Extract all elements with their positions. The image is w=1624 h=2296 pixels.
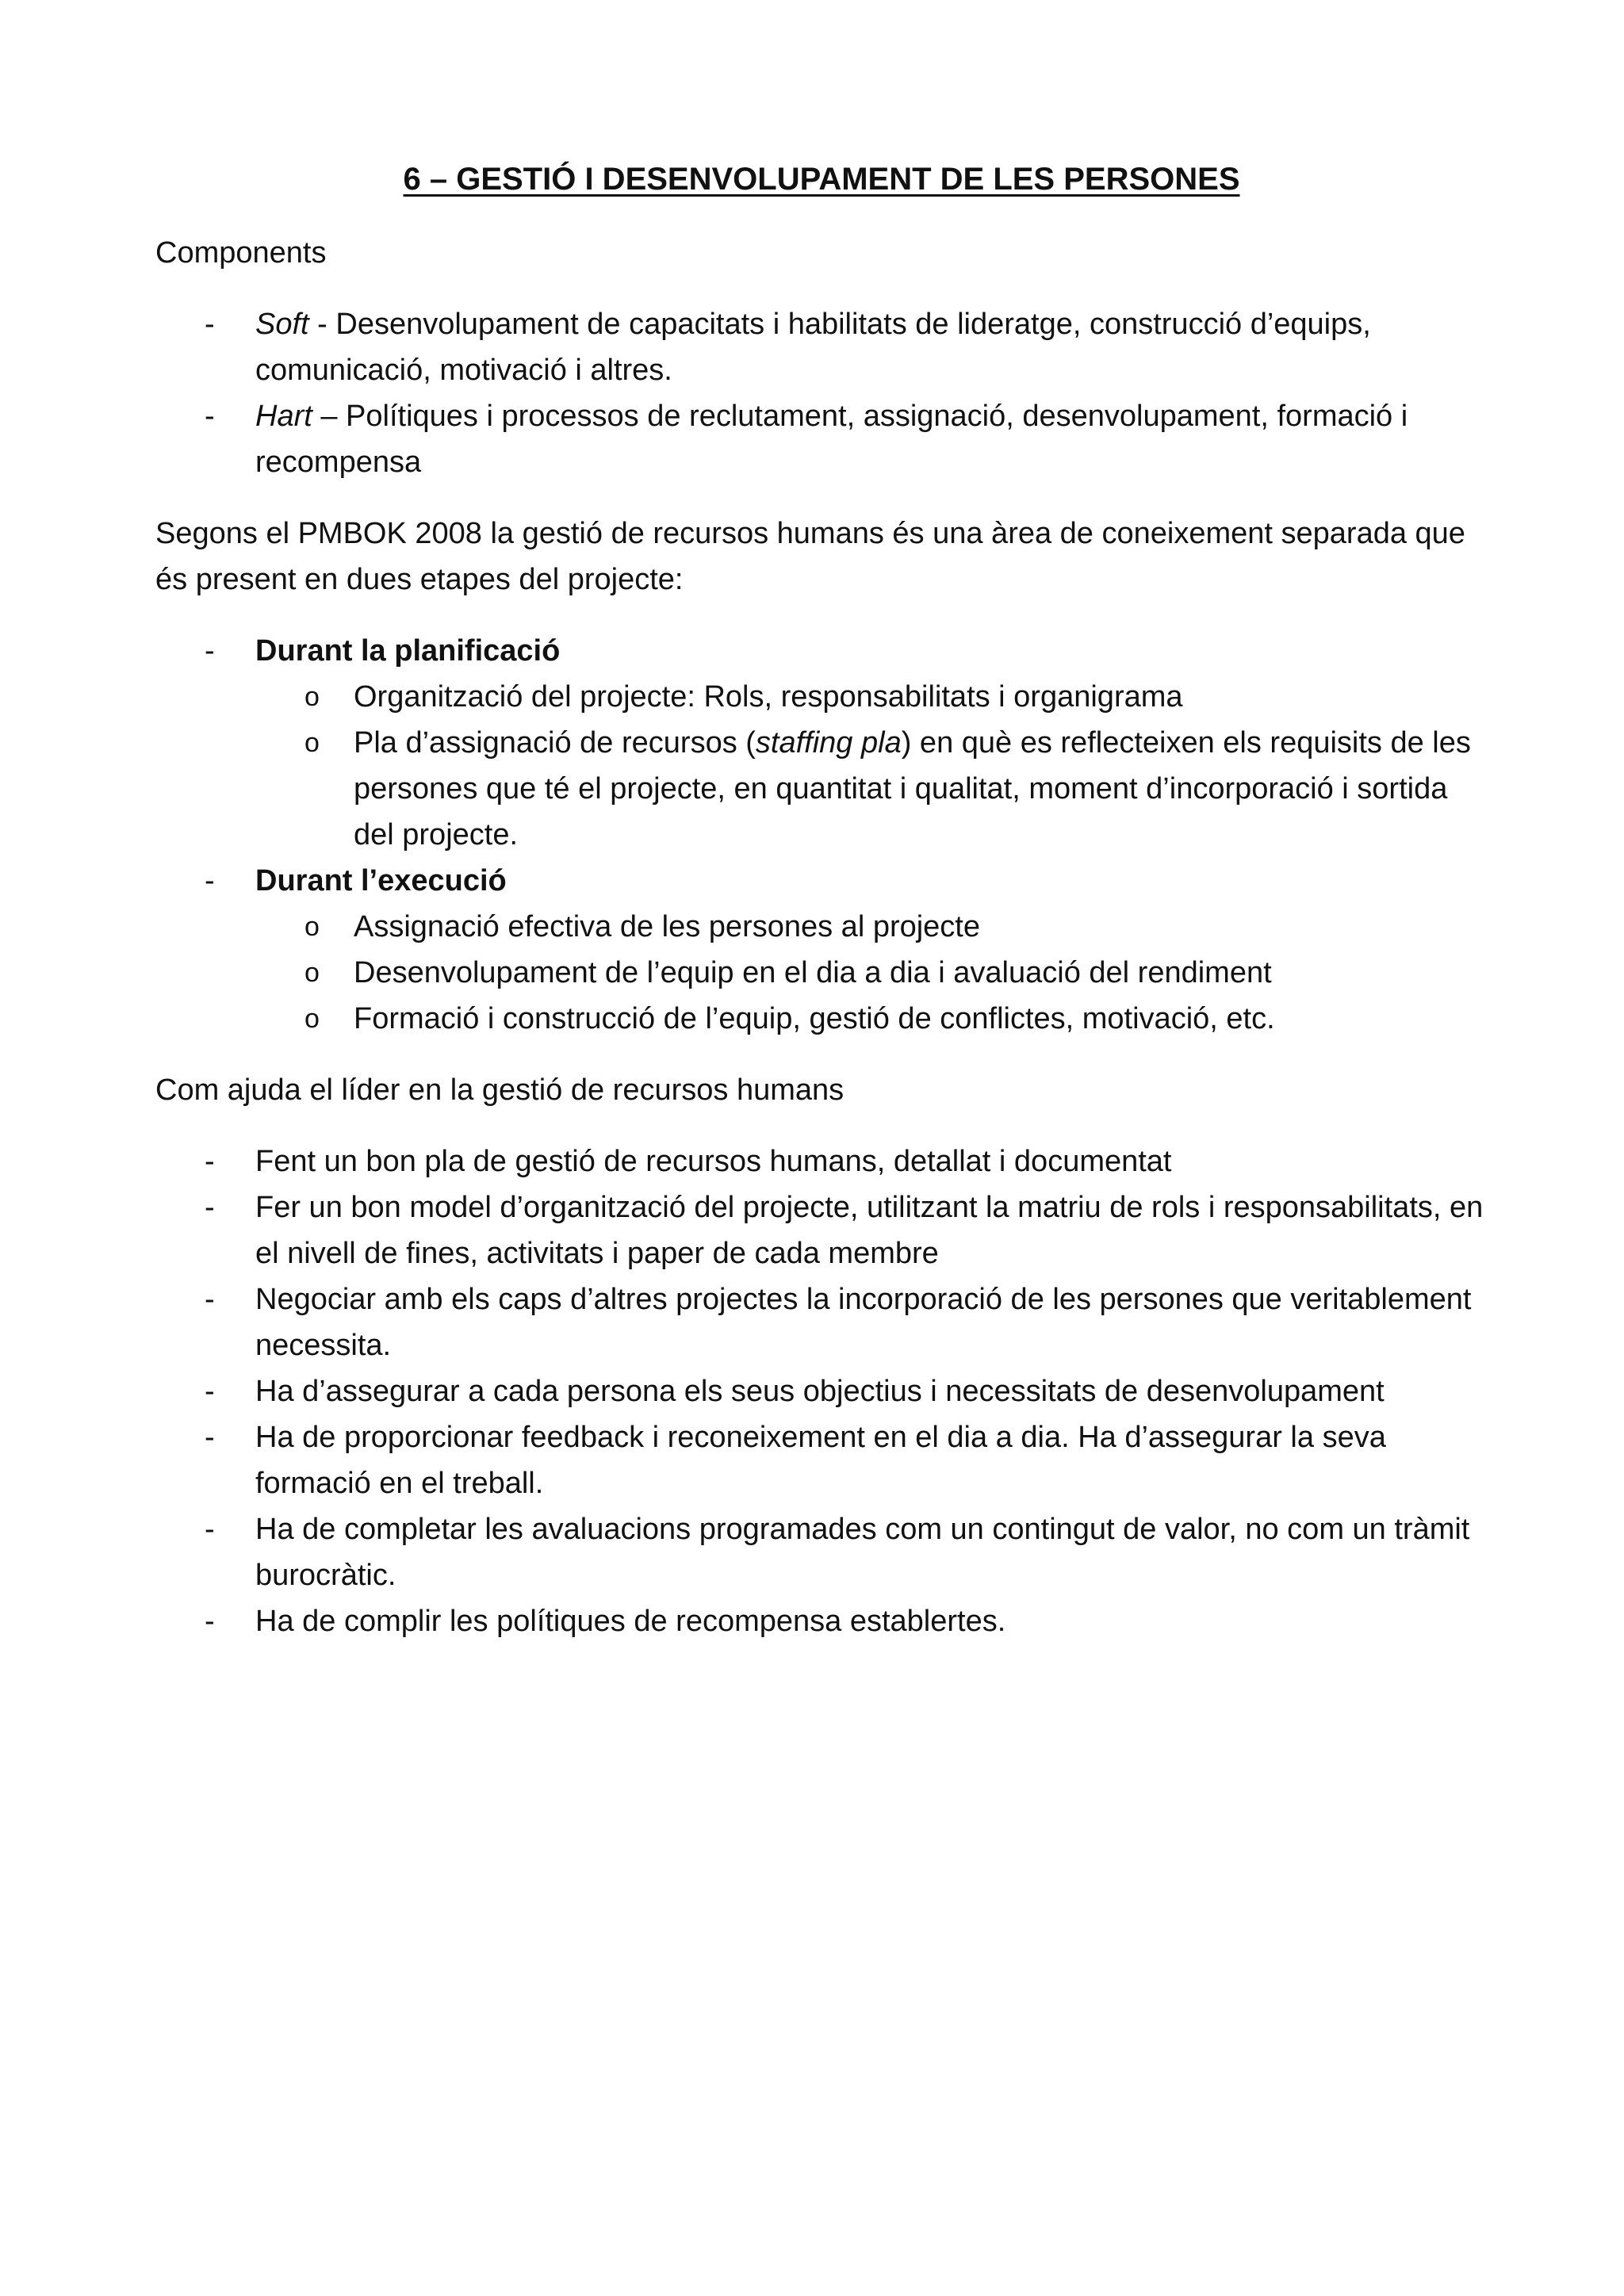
dash-bullet: - [205,1145,215,1178]
sublist-item [255,950,1488,996]
planning-sublist [255,674,1488,858]
leader-item-text: Fent un bon pla de gestió de recursos humans, detallat i documentat [255,1145,1172,1178]
leader-item-text: Ha de proporcionar feedback i reconeixement en el dia a dia. Ha d’assegurar la seva formació en el treball. [255,1421,1386,1500]
page-title: 6 – GESTIÓ I DESENVOLUPAMENT DE LES PERSONES [403,162,1240,197]
list-item [155,1506,1488,1598]
sublist-item [255,904,1488,950]
circle-bullet: o [304,1004,320,1034]
leader-item-text: Ha de complir les polítiques de recompensa establertes. [255,1605,1006,1638]
stages-list [155,628,1488,1042]
list-item [155,1276,1488,1368]
circle-bullet: o [304,682,320,712]
pmbok-paragraph: Segons el PMBOK 2008 la gestió de recursos humans és una àrea de coneixement separada que és present en dues etapes del projecte: [155,517,1465,596]
planning-sub-2-start: Pla d’assignació de recursos ( [354,726,756,760]
term-soft: Soft [255,308,309,341]
list-item [155,1368,1488,1414]
leader-item-text: Ha de completar les avaluacions programades com un contingut de valor, no com un tràmit burocràtic. [255,1513,1470,1592]
leader-item-text: Fer un bon model d’organització del projecte, utilitzant la matriu de rols i responsabilitats, en el nivell de fines, activitats i paper de cada membre [255,1191,1484,1270]
dash-bullet: - [205,1375,215,1408]
list-item [155,1138,1488,1184]
sublist-item [255,720,1488,858]
circle-bullet: o [304,958,320,988]
dash-bullet: - [205,308,215,341]
planning-label: Durant la planificació [255,634,561,668]
sublist-item [255,996,1488,1042]
list-item-hart [155,393,1488,485]
leader-item-text: Ha d’assegurar a cada persona els seus objectius i necessitats de desenvolupament [255,1375,1385,1408]
leader-heading: Com ajuda el líder en la gestió de recursos humans [155,1073,845,1107]
document-page [155,155,1488,1670]
planning-sub-2-end: ) en què es reflecteixen els requisits de les persones que té el projecte, en quantitat i qualitat, moment d’incorporació i sortida del projecte. [354,726,1471,851]
execution-sub-3: Formació i construcció de l’equip, gestió de conflictes, motivació, etc. [354,1002,1275,1035]
soft-description: - Desenvolupament de capacitats i habilitats de lideratge, construcció d’equips, comunicació, motivació i altres. [255,308,1371,387]
list-item [155,1184,1488,1276]
sublist-item [255,674,1488,720]
dash-bullet: - [205,1605,215,1638]
execution-label: Durant l’execució [255,864,507,897]
circle-bullet: o [304,912,320,942]
components-heading: Components [155,236,327,270]
list-item-execution [155,858,1488,1042]
list-item-soft [155,301,1488,393]
list-item [155,1414,1488,1506]
list-item-planning [155,628,1488,858]
execution-sublist [255,904,1488,1042]
dash-bullet: - [205,400,215,433]
circle-bullet: o [304,728,320,758]
leader-item-text: Negociar amb els caps d’altres projectes la incorporació de les persones que veritablement necessita. [255,1283,1472,1362]
components-list [155,301,1488,485]
dash-bullet: - [205,1283,215,1316]
dash-bullet: - [205,864,215,897]
dash-bullet: - [205,1421,215,1454]
execution-sub-1: Assignació efectiva de les persones al projecte [354,910,981,943]
dash-bullet: - [205,1513,215,1546]
leader-list [155,1138,1488,1644]
term-hart: Hart [255,400,312,433]
list-item [155,1598,1488,1644]
dash-bullet: - [205,1191,215,1224]
staffing-pla-term: staffing pla [755,726,902,760]
execution-sub-2: Desenvolupament de l’equip en el dia a dia i avaluació del rendiment [354,956,1272,989]
hart-description: – Polítiques i processos de reclutament, assignació, desenvolupament, formació i recompensa [255,400,1408,479]
planning-sub-1: Organització del projecte: Rols, responsabilitats i organigrama [354,680,1183,714]
dash-bullet: - [205,634,215,668]
